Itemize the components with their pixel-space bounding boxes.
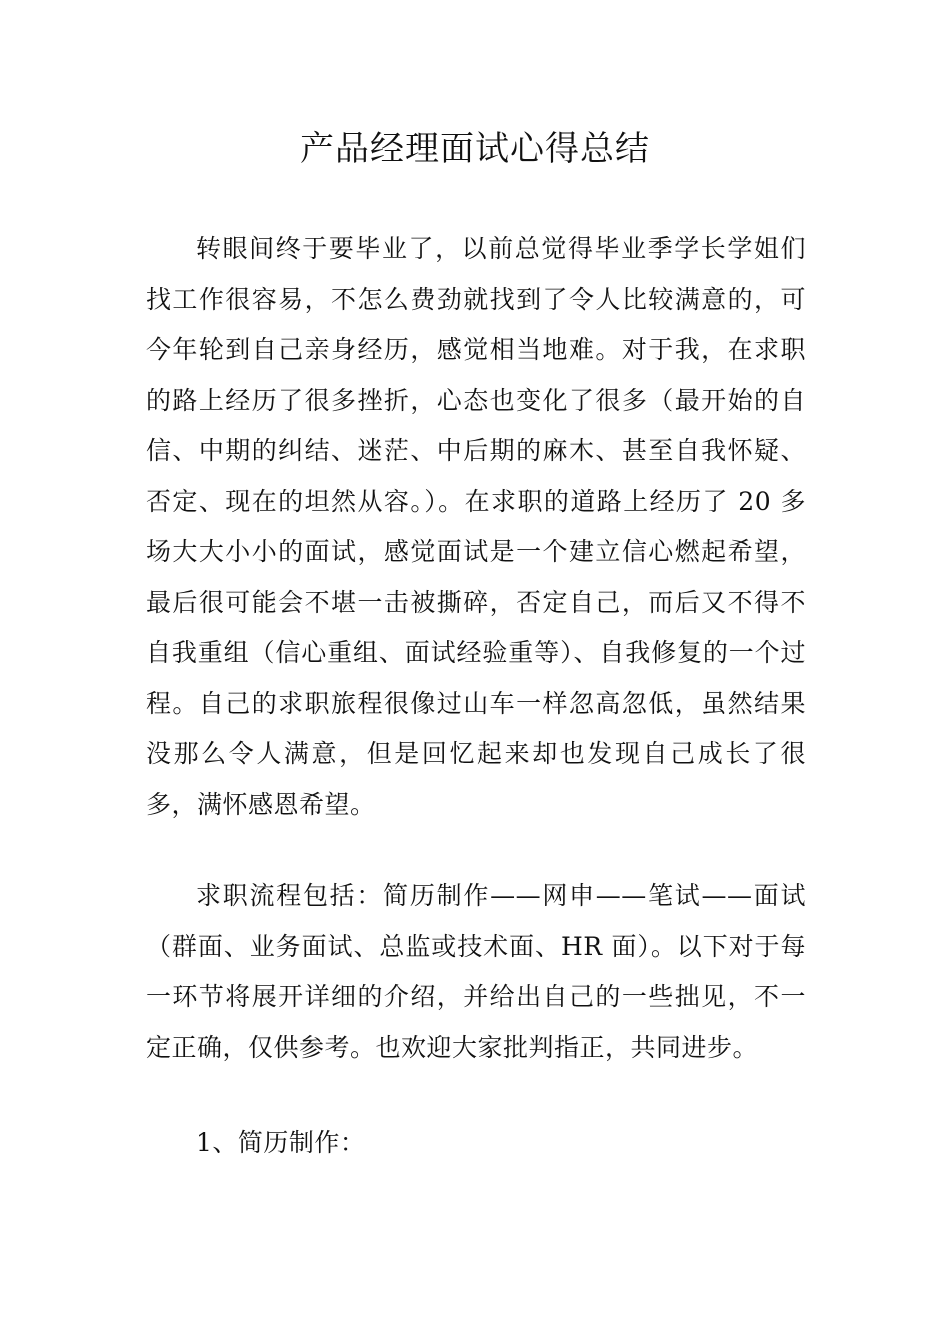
section-heading-resume: 1、简历制作：: [196, 1128, 366, 1157]
process-paragraph: 求职流程包括：简历制作——网申——笔试——面试（群面、业务面试、总监或技术面、HR 面）。以下对于每一环节将展开详细的介绍，并给出自己的一些拙见，不一定正确，仅供参考。也欢迎大家批判指正，共同进步。: [146, 881, 806, 1062]
document-title: 产品经理面试心得总结: [300, 129, 650, 169]
intro-paragraph: 转眼间终于要毕业了，以前总觉得毕业季学长学姐们找工作很容易，不怎么费劲就找到了令人比较满意的，可今年轮到自己亲身经历，感觉相当地难。对于我，在求职的路上经历了很多挫折，心态也变化了很多（最开始的自信、中期的纠结、迷茫、中后期的麻木、甚至自我怀疑、否定、现在的坦然从容。）。在求职的道路上经历了 20 多场大大小小的面试，感觉面试是一个建立信心燃起希望，最后很可能会不堪一击被撕碎，否定自己，而后又不得不自我重组（信心重组、面试经验重等）、自我修复的一个过程。自己的求职旅程很像过山车一样忽高忽低，虽然结果没那么令人满意，但是回忆起来却也发现自己成长了很多，满怀感恩希望。: [146, 234, 806, 819]
